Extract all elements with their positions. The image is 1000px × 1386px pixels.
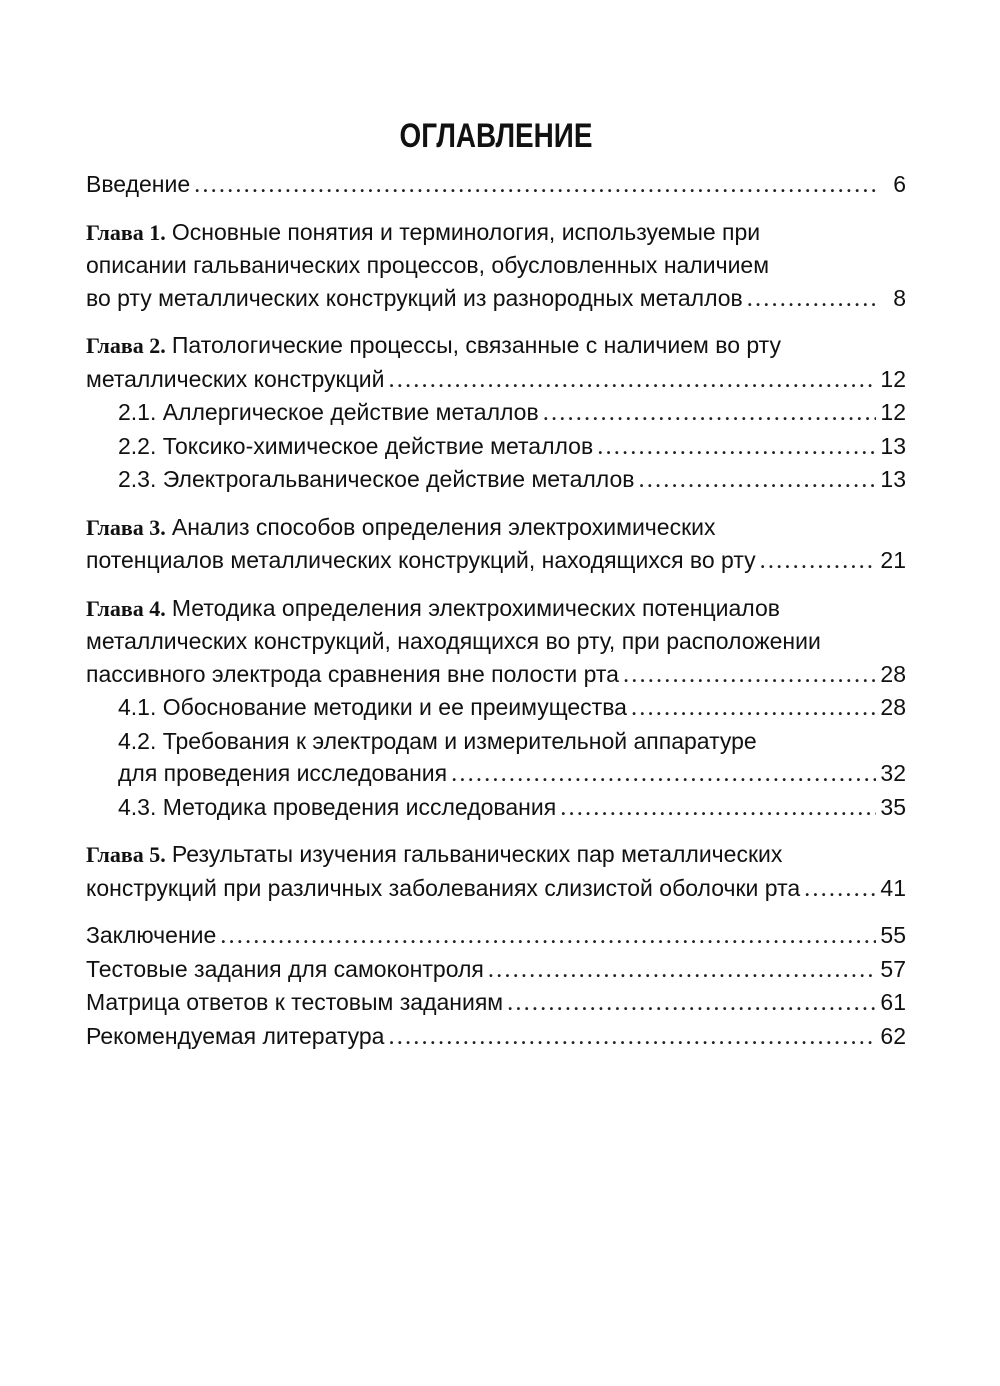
leader-dots bbox=[388, 1021, 876, 1054]
entry-text: 2.1. Аллергическое действие металлов bbox=[118, 399, 539, 425]
entry-text-line-3: во рту металлических конструкций из разнородных металлов bbox=[86, 284, 743, 311]
toc-entry-section-2-1[interactable] bbox=[86, 396, 906, 430]
toc-entry-section-4-2[interactable] bbox=[86, 725, 906, 791]
page-number: 57 bbox=[880, 955, 906, 982]
page-number: 12 bbox=[880, 399, 906, 425]
toc-entry-introduction[interactable] bbox=[86, 168, 906, 202]
leader-dots bbox=[747, 283, 878, 316]
toc-entry-references[interactable] bbox=[86, 1020, 906, 1054]
entry-text: 2.3. Электрогальваническое действие металлов bbox=[118, 466, 635, 492]
leader-dots bbox=[194, 169, 878, 202]
leader-dots bbox=[623, 659, 876, 692]
toc-entry-chapter-4[interactable] bbox=[86, 592, 906, 692]
entry-text-line-1: Патологические процессы, связанные с наличием во рту bbox=[171, 332, 781, 358]
entry-text-line-2: для проведения исследования bbox=[118, 760, 448, 786]
entry-text-line-1: 4.2. Требования к электродам и измерительной аппаратуре bbox=[118, 727, 757, 754]
chapter-label: Глава 5. bbox=[86, 842, 166, 867]
toc-entry-chapter-2[interactable] bbox=[86, 329, 906, 396]
entry-text-line-2: конструкций при различных заболеваниях слизистой оболочки рта bbox=[86, 874, 801, 901]
leader-dots bbox=[507, 987, 876, 1020]
entry-text-line-2: металлических конструкций, находящихся во рту, при расположении bbox=[86, 628, 821, 654]
page-number: 13 bbox=[880, 466, 906, 492]
leader-dots bbox=[560, 792, 876, 825]
leader-dots bbox=[543, 397, 877, 430]
leader-dots bbox=[631, 692, 876, 725]
page-number: 6 bbox=[893, 171, 906, 197]
entry-text-line-1: Анализ способов определения электрохимических bbox=[171, 513, 716, 540]
chapter-label: Глава 4. bbox=[86, 595, 166, 621]
entry-text-line-1: Методика определения электрохимических потенциалов bbox=[171, 594, 780, 621]
entry-text: 2.2. Токсико-химическое действие металлов bbox=[118, 432, 594, 459]
leader-dots bbox=[760, 545, 877, 578]
chapter-label: Глава 2. bbox=[86, 333, 166, 358]
entry-text: Заключение bbox=[86, 922, 217, 948]
toc-entry-chapter-3[interactable] bbox=[86, 511, 906, 578]
toc-entry-section-2-2[interactable] bbox=[86, 430, 906, 464]
page-number: 21 bbox=[880, 547, 906, 573]
entry-text-line-3: пассивного электрода сравнения вне полости рта bbox=[86, 660, 619, 687]
toc-title: ОГЛАВЛЕНИЕ bbox=[399, 117, 593, 155]
toc-entry-section-2-3[interactable] bbox=[86, 463, 906, 497]
page-number: 61 bbox=[880, 989, 906, 1015]
toc-entry-chapter-1[interactable] bbox=[86, 216, 906, 316]
entry-text: Рекомендуемая литература bbox=[86, 1022, 385, 1049]
page-number: 35 bbox=[880, 793, 906, 820]
page-number: 12 bbox=[880, 365, 906, 392]
leader-dots bbox=[451, 758, 876, 791]
page-number: 41 bbox=[880, 874, 906, 901]
entry-text-line-1: Основные понятия и терминология, используемые при bbox=[171, 218, 761, 245]
page-number: 55 bbox=[880, 922, 906, 948]
toc-entry-conclusion[interactable] bbox=[86, 919, 906, 953]
toc-entry-self-test[interactable] bbox=[86, 953, 906, 987]
toc-entry-answer-matrix[interactable] bbox=[86, 986, 906, 1020]
entry-text: Тестовые задания для самоконтроля bbox=[86, 955, 484, 982]
leader-dots bbox=[638, 464, 876, 497]
entry-text: Введение bbox=[86, 171, 191, 197]
entry-text-line-2: металлических конструкций bbox=[86, 365, 385, 392]
entry-text-line-2: описании гальванических процессов, обусловленных наличием bbox=[86, 252, 770, 278]
leader-dots bbox=[488, 954, 877, 987]
chapter-label: Глава 3. bbox=[86, 514, 166, 540]
toc-page bbox=[86, 112, 906, 1053]
entry-text-line-2: потенциалов металлических конструкций, находящихся во рту bbox=[86, 547, 756, 573]
entry-text: 4.3. Методика проведения исследования bbox=[118, 793, 557, 820]
leader-dots bbox=[388, 364, 876, 397]
toc-entry-section-4-1[interactable] bbox=[86, 691, 906, 725]
page-number: 13 bbox=[880, 432, 906, 459]
page-number: 8 bbox=[893, 284, 906, 311]
entry-text: 4.1. Обоснование методики и ее преимущества bbox=[118, 694, 627, 720]
toc-entry-section-4-3[interactable] bbox=[86, 791, 906, 825]
page-number: 62 bbox=[880, 1022, 906, 1049]
entry-text-line-1: Результаты изучения гальванических пар металлических bbox=[171, 841, 783, 867]
leader-dots bbox=[804, 873, 876, 906]
leader-dots bbox=[220, 920, 876, 953]
page-number: 32 bbox=[880, 760, 906, 786]
toc-entry-chapter-5[interactable] bbox=[86, 838, 906, 905]
entry-text: Матрица ответов к тестовым заданиям bbox=[86, 989, 504, 1015]
page-number: 28 bbox=[880, 660, 906, 687]
chapter-label: Глава 1. bbox=[86, 219, 166, 245]
page-number: 28 bbox=[880, 694, 906, 720]
leader-dots bbox=[597, 431, 876, 464]
